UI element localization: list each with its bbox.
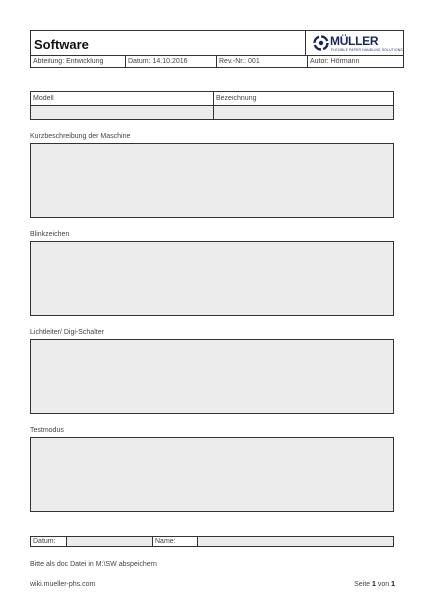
company-logo xyxy=(306,30,404,56)
department-field: Abteilung: Entwicklung xyxy=(33,58,104,65)
page-total: 1 xyxy=(391,581,395,588)
model-table xyxy=(30,91,394,120)
section-label-blink-codes: Blinkzeichen xyxy=(30,231,70,238)
section-label-light-guide: Lichtleiter/ Digi-Schalter xyxy=(30,329,104,336)
designation-input[interactable] xyxy=(214,109,392,118)
page-prefix: Seite xyxy=(354,581,372,588)
logo-tagline: FLEXIBLE PAPER HANDLING SOLUTIONS xyxy=(331,48,403,52)
signature-date-input[interactable] xyxy=(67,537,152,546)
date-field: Datum: 14.10.2016 xyxy=(128,58,188,65)
signature-name-label: Name: xyxy=(155,538,176,545)
section-label-description: Kurzbeschreibung der Maschine xyxy=(30,133,131,140)
save-instruction-note: Bitte als doc Datei in M:\SW abspeichern xyxy=(30,561,157,568)
page-current: 1 xyxy=(372,581,376,588)
description-textarea[interactable] xyxy=(30,143,394,218)
divider xyxy=(31,105,393,106)
document-title: Software xyxy=(34,37,89,52)
model-input[interactable] xyxy=(31,109,211,118)
light-guide-textarea[interactable] xyxy=(30,339,394,414)
model-label: Modell xyxy=(33,95,54,102)
test-mode-textarea[interactable] xyxy=(30,437,394,512)
page-number xyxy=(354,581,395,588)
author-field: Autor: Hörmann xyxy=(310,58,360,65)
page-separator: von xyxy=(375,581,392,588)
signature-row xyxy=(30,536,394,547)
signature-name-input[interactable] xyxy=(198,537,393,546)
revision-field: Rev.-Nr.: 001 xyxy=(219,58,260,65)
section-label-test-mode: Testmodus xyxy=(30,427,64,434)
signature-date-label: Datum: xyxy=(33,538,56,545)
document-title-box xyxy=(30,30,306,56)
logo-mark-icon xyxy=(313,35,329,51)
document-meta-row xyxy=(30,56,404,68)
designation-label: Bezeichnung xyxy=(216,95,257,102)
blink-codes-textarea[interactable] xyxy=(30,241,394,316)
wiki-url: wiki.mueller-phs.com xyxy=(30,581,96,588)
logo-wordmark: MÜLLER xyxy=(330,34,379,48)
